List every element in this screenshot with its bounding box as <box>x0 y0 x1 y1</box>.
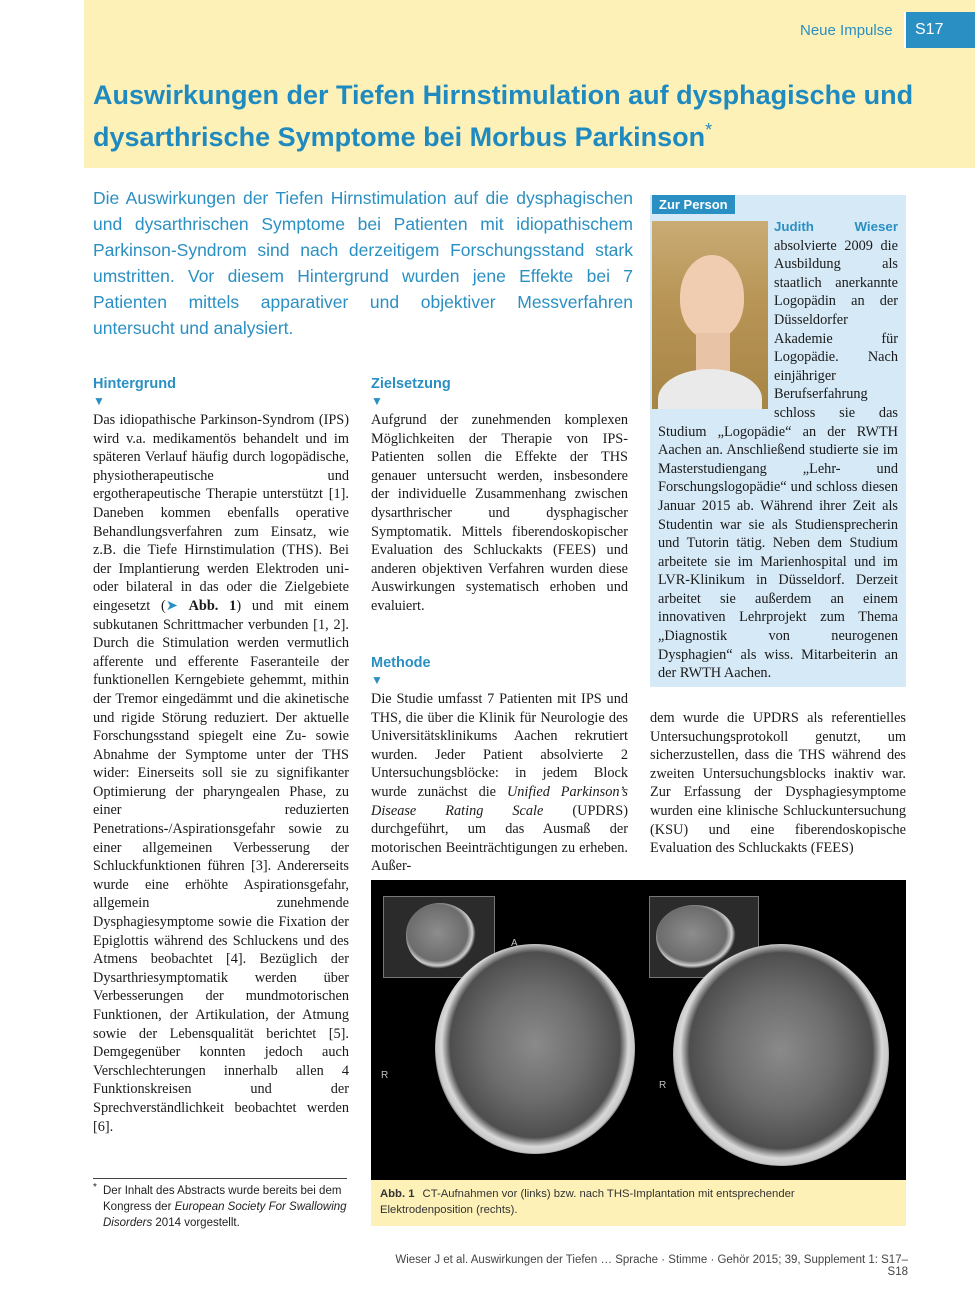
person-bio <box>658 218 898 683</box>
scan-marker-right: R <box>659 1080 667 1091</box>
ct-scan-before <box>435 944 635 1154</box>
down-arrow-icon: ▼ <box>371 394 383 408</box>
scan-marker-left: R <box>381 1070 389 1081</box>
footnote <box>93 1183 355 1231</box>
methode-text-part2: (UPDRS) durchgeführt, um das Ausmaß der motorischen Beeinträchtigungen zu erheben. Außer- <box>371 802 628 875</box>
hintergrund-text-part2: ) und mit einem subkutanen Schrittmacher verbunden [1, 2]. Durch die Stimulation werden vermutlich afferente und efferente Faseranteile der funktionellen Kerngebiete gehemmt, mithin der Tremor eingedämmt und die akinetische und rigide Störung reduziert. Der aktuelle Forschungsstand spiegelt eine Zu- sowie Abnahme der Symptome unter der THS wider: Einerseits soll sie zu signifikanter Optimierung der pharyngealen Phase, zu einer reduzierten Penetrations-/Aspirationsgefahr sowie zu einer allgemeinen Verbesserung der Schluckfunktionen führen [3]. Andererseits wurde eine erhöhte Aspirationsgefahr, allgemein zunehmende Dysphagiesymptome sowie die Fixation der Epiglottis während des Schluckens und des Atmens beobachtet [4]. Bezüglich der Dysarthriesymptomatik werden über Verbesserungen der mundmotorischen Funktionen, der Artikulation, der Atmung sowie der Lebensqualität berichtet [5]. Demgegenüber konnten jedoch auch Verschlechterungen innerhalb allen 4 Funktionskreisen und der Sprechverständlichkeit beobachtet werden [6]. <box>93 597 350 1135</box>
methode-text <box>371 690 628 876</box>
heading-hintergrund: Hintergrund <box>93 376 176 392</box>
methode-text-part1: Die Studie umfasst 7 Patienten mit IPS und THS, die über die Klinik für Neurologie des Universitätsklinikums Aachen rekrutiert wurden. Jeder Patient absolvierte 2 Untersuchungsblöcke: in jedem Block wurde zunächst die <box>371 691 628 800</box>
heading-zielsetzung: Zielsetzung <box>371 376 451 392</box>
author-bio-text: absolvierte 2009 die Ausbildung als staatlich anerkannte Logopädin an der Düsseldorfer Akademie für Logopädie. Nach einjähriger Berufserfahrung schloss sie das Studium „Logopädie“ an der RWTH Aachen an. Anschließend studierte sie im Masterstudiengang „Lehr- und Forschungslogopädie“ und schloss diesen Januar 2015 ab. Während ihrer Zeit als Studentin war sie als Studiensprecherin und Tutorin tätig. Neben dem Studium arbeitete sie im Marienhospital und im LVR-Klinikum in Düsseldorf. Derzeit arbeitet sie außerdem an einem innovativen Lehrprojekt zum Thema „Diagnostik von neurogenen Dysphagien“ als wiss. Mitarbeiterin an der RWTH Aachen. <box>658 237 898 682</box>
person-box-heading: Zur Person <box>652 195 735 214</box>
ct-scan-after <box>673 944 889 1166</box>
figure-ref-link[interactable]: Abb. 1 <box>188 597 237 614</box>
figure-ct-scans <box>371 880 906 1180</box>
down-arrow-icon: ▼ <box>93 394 105 408</box>
down-arrow-icon: ▼ <box>371 673 383 687</box>
figure-caption <box>380 1186 890 1218</box>
footnote-rule <box>93 1178 347 1179</box>
figure-ref-arrow-icon[interactable]: ➤ <box>165 597 189 614</box>
column-hintergrund <box>93 375 349 1136</box>
section-label: Neue Impulse <box>800 22 893 39</box>
scout-head-left <box>406 903 476 969</box>
heading-methode: Methode <box>371 655 431 671</box>
footnote-society: European Society For Swallowing Disorders <box>103 1201 347 1229</box>
methode-scale-name: Unified Parkinson’s Disease Rating Scale <box>371 783 629 819</box>
figure-caption-text: CT-Aufnahmen vor (links) bzw. nach THS-Implantation mit entsprechender Elektrodenposition (rechts). <box>380 1188 795 1216</box>
title-text: Auswirkungen der Tiefen Hirnstimulation auf dysphagische und dysarthrische Symptome bei Morbus Parkinson <box>93 80 914 152</box>
column-methode-continued <box>650 709 906 858</box>
photo-spacer <box>658 218 774 414</box>
title-footnote-mark: * <box>705 120 713 140</box>
hintergrund-text-part1: Das idiopathische Parkinson-Syndrom (IPS) wird v.a. medikamentös behandelt und im späteren Verlauf häufig durch logopädische, physiotherapeutische und ergotherapeutische Therapie unterstützt [1]. Daneben kommen ebenfalls operative Behandlungsverfahren zum Einsatz, wie z.B. die Tiefe Hirnstimulation (THS). Bei der Implantierung werden Elektroden uni- oder bilateral in das oder die Zielgebiete eingesetzt ( <box>93 412 349 614</box>
column-zielsetzung <box>371 375 628 616</box>
methode-continued-text: dem wurde die UPDRS als referentielles Untersuchungsprotokoll genutzt, um sicherzustellen, dass die THS während des zweiten Untersuchungsblocks inaktiv war. Zur Erfassung der Dysphagiesymptome wurden eine klinische Schluckuntersuchung (KSU) und eine fiberendoskopische Evaluation des Schluckakts (FEES) <box>650 710 906 857</box>
zielsetzung-text: Aufgrund der zunehmenden komplexen Möglichkeiten der Therapie von IPS-Patienten sollen die Effekte der THS genauer untersucht werden, insbesondere der individuelle Zusammenhang zwischen dysarthrischer und dysphagischer Symptomatik. Mittels fiberendoskopischer Evaluation des Schluckakts (FEES) und anderen objektiven Verfahren wurden diese Auswirkungen systematisch erhoben und evaluiert. <box>371 412 628 614</box>
hintergrund-text <box>93 411 349 1136</box>
page-number: S17 <box>906 12 975 48</box>
scan-marker-top: A <box>511 938 518 949</box>
page-title <box>93 78 953 155</box>
footnote-body <box>93 1183 355 1231</box>
footnote-mark: * <box>93 1182 97 1193</box>
citation-footer: Wieser J et al. Auswirkungen der Tiefen … Sprache · Stimme · Gehör 2015; 39, Supplement 1: S17–S18 <box>395 1254 908 1278</box>
footnote-text-part1: Der Inhalt des Abstracts wurde bereits bei dem Kongress der <box>103 1185 342 1213</box>
column-methode <box>371 654 628 876</box>
figure-label: Abb. 1 <box>380 1188 415 1200</box>
lead-paragraph: Die Auswirkungen der Tiefen Hirnstimulation auf die dysphagischen und dysarthrischen Symptome bei Patienten mit idiopathischem Parkinson-Syndrom sind nach derzeitigem Forschungsstand stark umstritten. Vor diesem Hintergrund wurden jene Effekte bei 7 Patienten mittels apparativer und objektiver Messverfahren untersucht und analysiert. <box>93 188 633 338</box>
footnote-text-part2: 2014 vorgestellt. <box>152 1217 240 1229</box>
author-name: Judith Wieser <box>774 219 898 234</box>
